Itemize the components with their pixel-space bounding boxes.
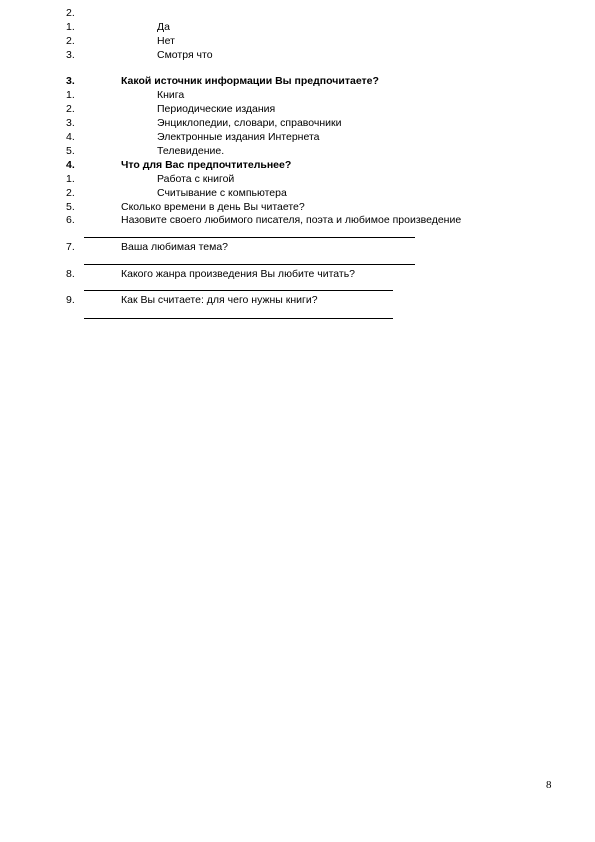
item-number: 2. [66,103,75,115]
question-number: 4. [66,159,75,171]
answer-option: Работа с книгой [157,173,235,185]
answer-option: Периодические издания [157,103,276,115]
question-text: Как Вы считаете: для чего нужны книги? [121,294,318,306]
question-number: 8. [66,268,75,280]
answer-option: Энциклопедии, словари, справочники [157,117,342,129]
item-number: 5. [66,145,75,157]
answer-option: Книга [157,89,185,101]
question-text: Ваша любимая тема? [121,241,228,253]
item-number: 1. [66,21,75,33]
question-number: 6. [66,214,75,226]
question-number: 7. [66,241,75,253]
answer-line[interactable] [84,290,393,291]
answer-option: Да [157,21,170,33]
item-number: 1. [66,89,75,101]
item-number: 1. [66,173,75,185]
item-number: 2. [66,7,75,19]
answer-option: Телевидение. [157,145,225,157]
question-text: Назовите своего любимого писателя, поэта и любимое произведение [121,214,462,226]
item-number: 2. [66,35,75,47]
page-number: 8 [546,779,552,791]
question-text: Какого жанра произведения Вы любите читать? [121,268,356,280]
question-text: Какой источник информации Вы предпочитаете? [121,75,379,87]
item-number: 4. [66,131,75,143]
answer-option: Смотря что [157,49,213,61]
answer-line[interactable] [84,237,415,238]
question-number: 9. [66,294,75,306]
answer-option: Электронные издания Интернета [157,131,320,143]
answer-line[interactable] [84,264,415,265]
question-number: 5. [66,201,75,213]
answer-line[interactable] [84,318,393,319]
answer-option: Считывание с компьютера [157,187,287,199]
item-number: 3. [66,117,75,129]
question-number: 3. [66,75,75,87]
item-number: 3. [66,49,75,61]
item-number: 2. [66,187,75,199]
question-text: Что для Вас предпочтительнее? [121,159,292,171]
question-text: Сколько времени в день Вы читаете? [121,201,305,213]
answer-option: Нет [157,35,175,47]
